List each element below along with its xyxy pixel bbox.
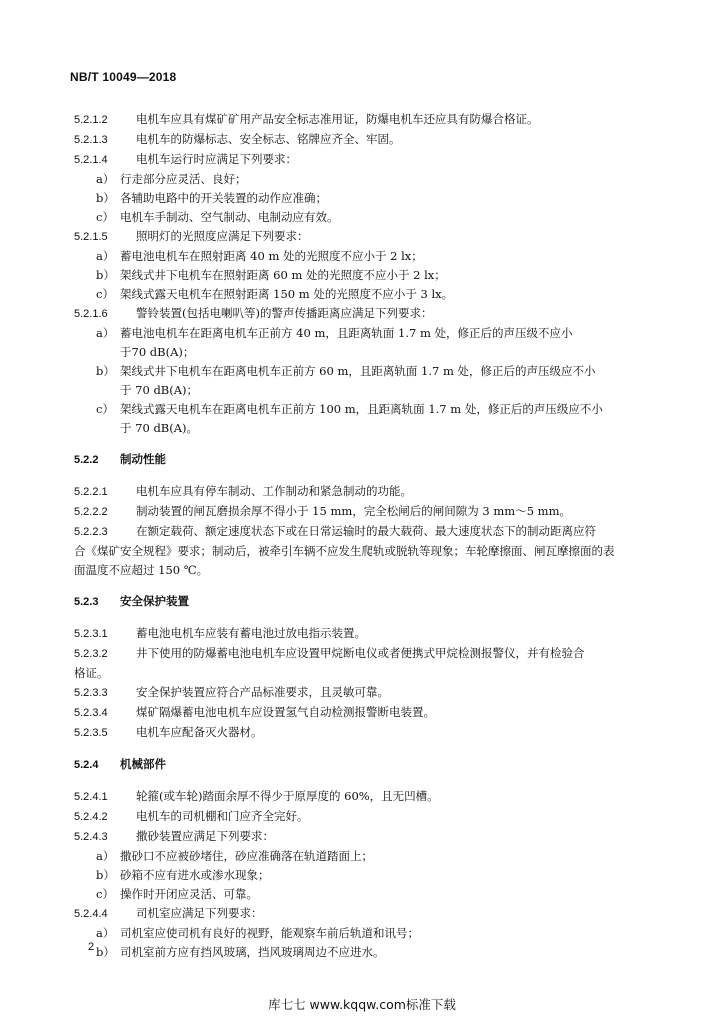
section-title: 制动性能 [120,454,166,466]
list-item-label: b） [96,945,115,959]
clause-number: 5.2.2.3 [74,526,108,538]
list-item [74,170,658,189]
clause-line [74,502,658,522]
list-item-text: 蓄电池电机车在照射距离 40 m 处的光照度不应小于 2 lx； [120,249,423,263]
clause-line [74,522,658,542]
clause-number: 5.2.4.2 [74,811,108,823]
list-item [74,285,658,304]
list-item-text: 操作时开闭应灵活、可靠。 [120,887,258,901]
list-item-label: a） [96,926,115,940]
list-item-label: b） [96,364,115,378]
list-item-text: 司机室前方应有挡风玻璃，挡风玻璃周边不应进水。 [120,945,385,959]
list-item [74,208,658,227]
clause-line [74,787,658,807]
clause-number: 5.2.2.1 [74,486,108,498]
section-spacer [74,775,658,787]
clause-continuation: 格证。 [74,666,109,680]
clause-text: 蓄电池电机车应装有蓄电池过放电指示装置。 [136,626,366,640]
clause-text: 轮箍(或车轮)踏面余厚不得少于原厚度的 60%，且无凹槽。 [136,789,439,803]
clause-text: 警铃装置(包括电喇叭等)的警声传播距离应满足下列要求： [136,306,433,320]
clause-line [74,624,658,644]
clause-line [74,227,658,247]
section-heading [74,755,658,775]
clause-line [74,482,658,502]
clause-line [74,644,658,664]
clause-line [74,304,658,324]
list-item-label: c） [96,287,114,301]
clause-text: 电机车应配备灭火器材。 [136,725,263,739]
list-item-text: 司机室应使司机有良好的视野，能观察车前后轨道和讯号； [120,926,419,940]
list-item-text: 行走部分应灵活、良好； [120,172,247,186]
list-item [74,189,658,208]
clause-text: 制动装置的闸瓦磨损余厚不得小于 15 mm，完全松闸后的闸间隙为 3 mm～5 mm。 [136,504,571,518]
clause-text: 井下使用的防爆蓄电池电机车应设置甲烷断电仪或者便携式甲烷检测报警仪，并有检验合 [136,646,585,660]
clause-text: 电机车应具有停车制动、工作制动和紧急制动的功能。 [136,484,412,498]
clause-continuation: 合《煤矿安全规程》要求；制动后，被牵引车辆不应发生爬轨或脱轨等现象；车轮摩擦面、闸瓦摩擦面的表 [74,544,615,558]
clause-line [74,827,658,847]
clause-number: 5.2.2 [74,454,99,466]
clause-number: 5.2.2.2 [74,506,108,518]
list-item-text: 电机车手制动、空气制动、电制动应有效。 [120,210,339,224]
clause-text: 撒砂装置应满足下列要求： [136,829,274,843]
list-item-label: b） [96,868,115,882]
clause-continuation: 面温度不应超过 150 ℃。 [74,563,209,577]
clause-line [74,723,658,743]
list-item-text: 撒砂口不应被砂堵住，砂应准确落在轨道踏面上； [120,849,373,863]
clause-number: 5.2.1.2 [74,114,108,126]
list-item [74,885,658,904]
clause-number: 5.2.3 [74,596,99,608]
list-item-text: 架线式露天电机车在照射距离 150 m 处的光照度不应小于 3 lx。 [120,287,454,301]
clause-text: 电机车应具有煤矿矿用产品安全标志准用证，防爆电机车还应具有防爆合格证。 [136,112,539,126]
list-item [74,247,658,266]
list-item-label: a） [96,249,115,263]
list-item-label: c） [96,210,114,224]
list-item-label: c） [96,402,114,416]
clause-line [74,703,658,723]
section-spacer [74,438,658,450]
clause-text: 电机车的司机棚和门应齐全完好。 [136,809,309,823]
clause-text: 司机室应满足下列要求： [136,906,263,920]
clause-text: 煤矿隔爆蓄电池电机车应设置氢气自动检测报警断电装置。 [136,705,435,719]
section-spacer [74,580,658,592]
list-item-text: 蓄电池电机车在距离电机车正前方 40 m，且距离轨面 1.7 m 处，修正后的声压级不应小 [120,326,573,340]
clause-number: 5.2.1.6 [74,308,108,320]
clause-number: 5.2.4.3 [74,831,108,843]
list-item-label: a） [96,326,115,340]
list-item-label: a） [96,172,115,186]
clause-number: 5.2.4.4 [74,908,108,920]
section-title: 机械部件 [120,759,166,771]
list-item-label: b） [96,268,115,282]
clause-line [74,130,658,150]
clause-text: 在额定载荷、额定速度状态下或在日常运输时的最大载荷、最大速度状态下的制动距离应符 [136,524,596,538]
clause-number: 5.2.3.2 [74,648,108,660]
list-item-continuation: 于70 dB(A)； [120,345,195,359]
clause-line [74,807,658,827]
list-item [74,866,658,885]
list-item-label: b） [96,191,115,205]
section-heading [74,450,658,470]
clause-text: 电机车运行时应满足下列要求： [136,152,297,166]
clause-number: 5.2.1.4 [74,154,108,166]
clause-line [74,150,658,170]
list-item-continuation: 于 70 dB(A)； [120,383,199,397]
clause-text: 安全保护装置应符合产品标准要求，且灵敏可靠。 [136,685,389,699]
clause-line [74,110,658,130]
list-item [74,924,658,943]
list-item-label: c） [96,887,114,901]
clause-number: 5.2.4 [74,759,99,771]
list-item [74,266,658,285]
clause-number: 5.2.4.1 [74,791,108,803]
clause-number: 5.2.3.3 [74,687,108,699]
list-item-continuation: 于 70 dB(A)。 [120,421,199,435]
list-item-label: a） [96,849,115,863]
list-item-text: 各辅助电路中的开关装置的动作应准确； [120,191,327,205]
list-item-text: 架线式井下电机车在距离电机车正前方 60 m，且距离轨面 1.7 m 处，修正后的声压级应不小 [120,364,596,378]
clause-number: 5.2.1.3 [74,134,108,146]
clause-line [74,683,658,703]
clause-number: 5.2.3.1 [74,628,108,640]
section-spacer [74,612,658,624]
clause-text: 照明灯的光照度应满足下列要求： [136,229,309,243]
list-item-text: 架线式露天电机车在距离电机车正前方 100 m，且距离轨面 1.7 m 处，修正后的声压级应不小 [120,402,603,416]
document-body [74,110,658,962]
list-item [74,943,658,962]
clause-number: 5.2.3.4 [74,707,108,719]
section-title: 安全保护装置 [120,596,189,608]
list-item-text: 架线式井下电机车在照射距离 60 m 处的光照度不应小于 2 lx； [120,268,446,282]
list-item [74,324,658,343]
section-heading [74,592,658,612]
list-item-text: 砂箱不应有进水或渗水现象； [120,868,270,882]
section-spacer [74,743,658,755]
page-number: 2 [88,941,95,953]
site-footer-watermark[interactable]: 库七七 www.kqqw.com标准下载 [268,997,456,1012]
section-spacer [74,470,658,482]
clause-number: 5.2.1.5 [74,231,108,243]
list-item [74,362,658,381]
standard-code-header: NB/T 10049—2018 [70,70,177,84]
clause-line [74,904,658,924]
list-item [74,400,658,419]
clause-number: 5.2.3.5 [74,727,108,739]
clause-text: 电机车的防爆标志、安全标志、铭牌应齐全、牢固。 [136,132,401,146]
list-item [74,847,658,866]
